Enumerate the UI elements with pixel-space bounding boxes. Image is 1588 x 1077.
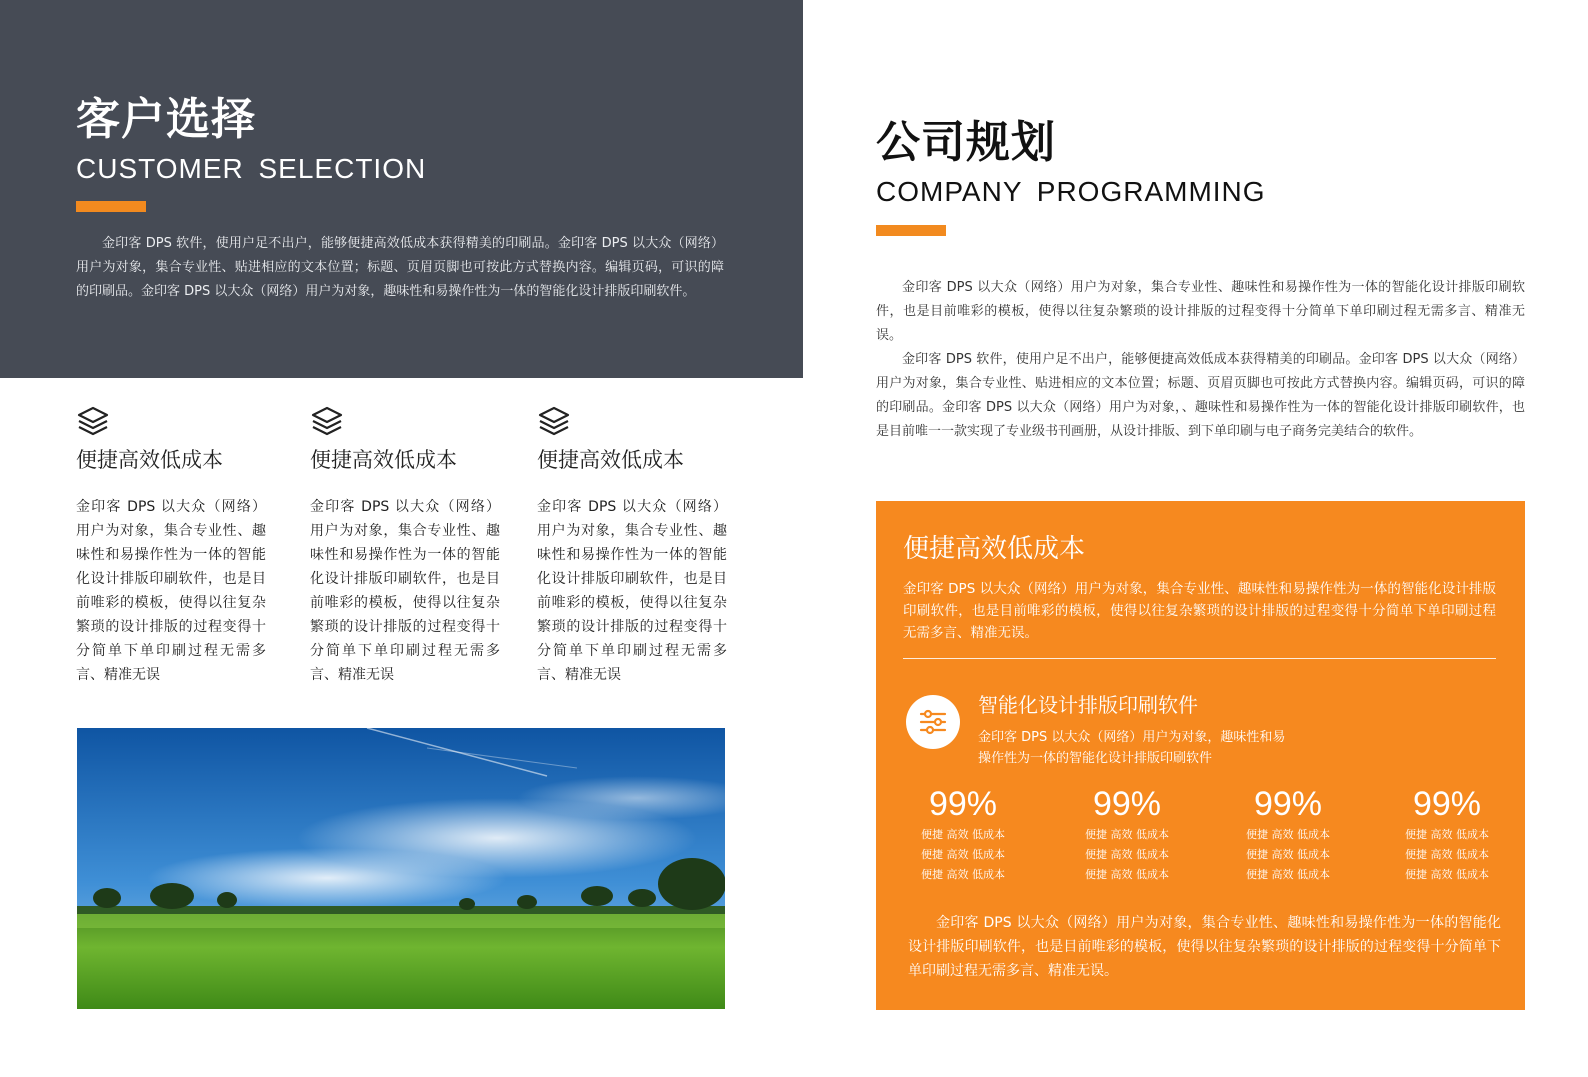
feature-card: [310, 405, 500, 687]
box-desc: 金印客 DPS 以大众（网络）用户为对象，集合专业性、趣味性和易操作性为一体的智能化设计排版印刷软件，也是目前唯彩的模板，使得以往复杂繁琐的设计排版的过程变得十分简单下单印刷过程无需多言、精准无误。: [903, 581, 1496, 641]
page-title: 客户选择: [76, 94, 256, 145]
feature-desc: 金印客 DPS 以大众（网络）用户为对象，集合专业性、趣味性和易操作性为一体的智能化设计排版印刷软件，也是目前唯彩的模板，使得以往复杂繁琐的设计排版的过程变得十分简单下单印刷过程无需多言、精准无误: [537, 499, 727, 683]
stat-label: 便捷 高效 低成本: [1405, 848, 1489, 861]
feature-title: 便捷高效低成本: [76, 448, 223, 472]
intro-paragraph: 金印客 DPS 软件，使用户足不出户，能够便捷高效低成本获得精美的印刷品。金印客 DPS 以大众（网络）用户为对象，集合专业性、贴进相应的文本位置；标题、页眉页脚也可按此方式替换内容。编辑页码，可识的障的印刷品。金印客 DPS 以大众（网络）用户为对象，趣味性和易操作性为一体的智能化设计排版印刷软件。: [76, 236, 724, 299]
hero-panel: [0, 0, 803, 378]
stat-label: 便捷 高效 低成本: [1085, 868, 1169, 881]
layers-icon: [76, 405, 110, 439]
stat-value: 99%: [1412, 785, 1482, 823]
stat-label: 便捷 高效 低成本: [1405, 828, 1489, 841]
stat-label: 便捷 高效 低成本: [1246, 848, 1330, 861]
accent-bar: [876, 225, 946, 236]
stat-label: 便捷 高效 低成本: [921, 868, 1005, 881]
accent-bar: [76, 201, 146, 212]
stat-value: 99%: [1092, 785, 1162, 823]
feature-title: 便捷高效低成本: [537, 448, 684, 472]
stat-label: 便捷 高效 低成本: [1085, 828, 1169, 841]
landscape-photo: [77, 728, 725, 1009]
stat-label: 便捷 高效 低成本: [1085, 848, 1169, 861]
feature-card: [76, 405, 266, 687]
stat-label: 便捷 高效 低成本: [921, 828, 1005, 841]
section-title: 公司规划: [876, 117, 1056, 168]
section-subtitle: COMPANY PROGRAMMING: [876, 176, 1266, 207]
highlight-box: [876, 501, 1525, 1010]
stat-item: [1392, 787, 1502, 885]
feature-desc: 金印客 DPS 以大众（网络）用户为对象，集合专业性、趣味性和易操作性为一体的智能化设计排版印刷软件，也是目前唯彩的模板，使得以往复杂繁琐的设计排版的过程变得十分简单下单印刷过程无需多言、精准无误: [310, 499, 500, 683]
icon-badge: [906, 695, 960, 749]
paragraph: 金印客 DPS 软件，使用户足不出户，能够便捷高效低成本获得精美的印刷品。金印客 DPS 以大众（网络）用户为对象，集合专业性、贴进相应的文本位置；标题、页眉页脚也可按此方式替换内容。编辑页码，可识的障的印刷品。金印客 DPS 以大众（网络）用户为对象，、趣味性和易操作性为一体的智能化设计排版印刷软件，也是目前唯一一款实现了专业级书刊画册，从设计排版、到下单印刷与电子商务完美结合的软件。: [876, 352, 1525, 439]
sub-desc: 金印客 DPS 以大众（网络）用户为对象，趣味性和易操作性为一体的智能化设计排版印刷软件: [978, 730, 1286, 766]
layers-icon: [310, 405, 344, 439]
stat-value: 99%: [928, 785, 998, 823]
stat-label: 便捷 高效 低成本: [1246, 828, 1330, 841]
stat-item: [908, 787, 1018, 885]
box-title: 便捷高效低成本: [903, 534, 1086, 564]
paragraph: 金印客 DPS 以大众（网络）用户为对象，集合专业性、趣味性和易操作性为一体的智能化设计排版印刷软件，也是目前唯彩的模板，使得以往复杂繁琐的设计排版的过程变得十分简单下单印刷过程无需多言、精准无误。: [876, 280, 1525, 343]
stat-label: 便捷 高效 低成本: [1246, 868, 1330, 881]
feature-card: [537, 405, 727, 687]
box-footer: 金印客 DPS 以大众（网络）用户为对象，集合专业性、趣味性和易操作性为一体的智能化设计排版印刷软件，也是目前唯彩的模板，使得以往复杂繁琐的设计排版的过程变得十分简单下单印刷过程无需多言、精准无误。: [908, 915, 1501, 979]
sliders-icon: [906, 695, 960, 749]
divider: [903, 658, 1496, 659]
stat-item: [1072, 787, 1182, 885]
stat-label: 便捷 高效 低成本: [921, 848, 1005, 861]
page-subtitle: CUSTOMER SELECTION: [76, 153, 427, 184]
stat-value: 99%: [1253, 785, 1323, 823]
layers-icon: [537, 405, 571, 439]
stat-label: 便捷 高效 低成本: [1405, 868, 1489, 881]
stat-item: [1233, 787, 1343, 885]
feature-desc: 金印客 DPS 以大众（网络）用户为对象，集合专业性、趣味性和易操作性为一体的智能化设计排版印刷软件，也是目前唯彩的模板，使得以往复杂繁琐的设计排版的过程变得十分简单下单印刷过程无需多言、精准无误: [76, 499, 266, 683]
sub-title: 智能化设计排版印刷软件: [978, 693, 1198, 717]
feature-title: 便捷高效低成本: [310, 448, 457, 472]
